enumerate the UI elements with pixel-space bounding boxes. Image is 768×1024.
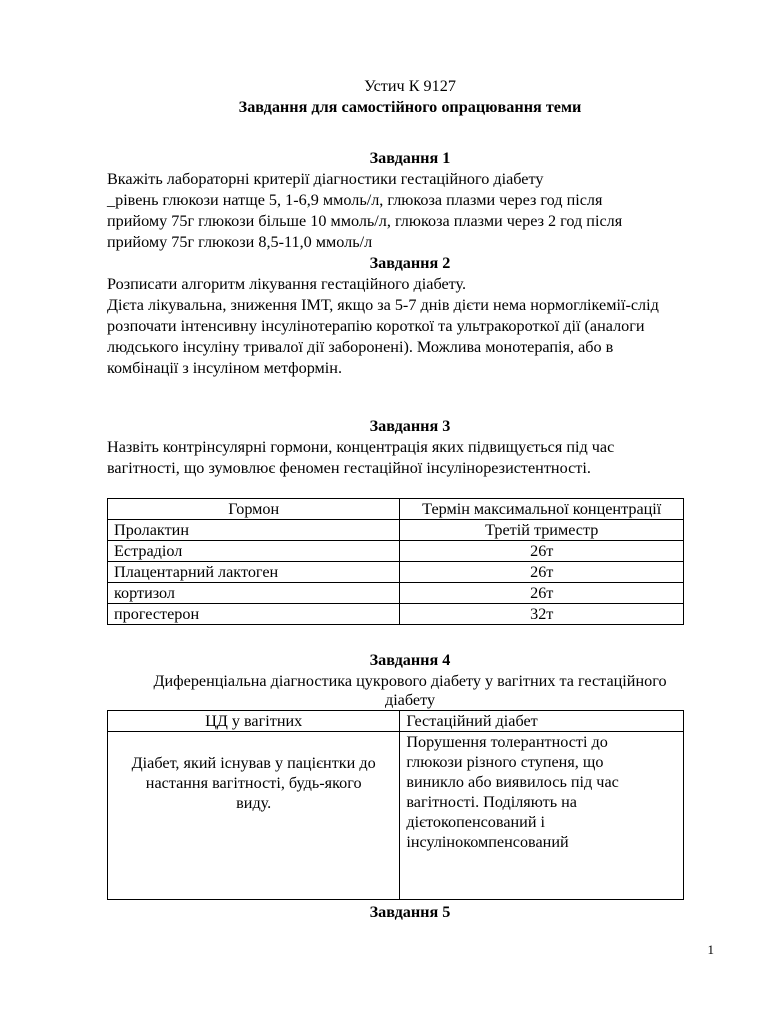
page-number: 1 bbox=[707, 942, 714, 957]
task2-heading: Завдання 2 bbox=[369, 254, 451, 272]
hormone-cell: прогестерон bbox=[108, 604, 400, 625]
table-header-cell: Гестаційний діабет bbox=[400, 711, 684, 732]
table-header-row bbox=[108, 711, 684, 732]
cell-line: виду. bbox=[236, 794, 272, 812]
hormone-cell: Плацентарний лактоген bbox=[108, 562, 400, 583]
table-row bbox=[108, 732, 684, 900]
cell-line: глюкози різного ступеня, що bbox=[406, 753, 604, 771]
table-row bbox=[108, 562, 684, 583]
table-row bbox=[108, 541, 684, 562]
table-row bbox=[108, 604, 684, 625]
table-header-cell: ЦД у вагітних bbox=[108, 711, 400, 732]
diff-diagnosis-table bbox=[107, 710, 684, 900]
term-cell: 26т bbox=[400, 541, 684, 562]
term-cell: 26т bbox=[400, 562, 684, 583]
task2-question: Розписати алгоритм лікування гестаційного діабету. bbox=[107, 275, 467, 293]
hormone-cell: кортизол bbox=[108, 583, 400, 604]
task1-answer-line: _рівень глюкози натще 5, 1-6,9 ммоль/л, глюкоза плазми через год після bbox=[107, 191, 603, 209]
task5-heading: Завдання 5 bbox=[369, 903, 451, 921]
task3-question-line: Назвіть контрінсулярні гормони, концентрація яких підвищується під час bbox=[107, 438, 615, 456]
term-cell: Третій триместр bbox=[400, 520, 684, 541]
task2-answer-line: людського інсуліну тривалої дії заборонені). Можлива монотерапія, або в bbox=[107, 338, 614, 356]
task1-answer-line: прийому 75г глюкози 8,5-11,0 ммоль/л bbox=[107, 233, 373, 251]
cell-line: настання вагітності, будь-якого bbox=[145, 774, 362, 792]
cell-line: виникло або виявилось під час bbox=[406, 773, 619, 791]
term-cell: 26т bbox=[400, 583, 684, 604]
task2-answer-line: комбінації з інсуліном метформін. bbox=[107, 359, 343, 377]
table-header-row bbox=[108, 499, 684, 520]
hormone-cell: Пролактин bbox=[108, 520, 400, 541]
pregestational-diabetes-cell bbox=[108, 732, 400, 900]
gestational-diabetes-cell bbox=[400, 732, 684, 900]
task1-answer-line: прийому 75г глюкози більше 10 ммоль/л, глюкоза плазми через 2 год після bbox=[107, 212, 623, 230]
table-row bbox=[108, 583, 684, 604]
table-header-cell: Гормон bbox=[108, 499, 400, 520]
table-header-cell: Термін максимальної концентрації bbox=[400, 499, 684, 520]
task4-question-line: Диференціальна діагностика цукрового діабету у вагітних та гестаційного bbox=[153, 672, 667, 690]
cell-line: Діабет, який існував у пацієнтки до bbox=[131, 754, 376, 772]
cell-line: дієтокопенсований і bbox=[406, 813, 546, 831]
cell-line: Порушення толерантності до bbox=[406, 733, 608, 751]
author-line: Устич К 9127 bbox=[364, 77, 456, 95]
cell-line: інсулінокомпенсований bbox=[406, 833, 569, 851]
task1-heading: Завдання 1 bbox=[369, 149, 451, 167]
hormones-table bbox=[107, 498, 684, 625]
task2-answer-line: Дієта лікувальна, зниження ІМТ, якщо за 5-7 днів дієти нема нормоглікемії-слід bbox=[107, 296, 659, 314]
task2-answer-line: розпочати інтенсивну інсулінотерапію короткої та ультракороткої дії (аналоги bbox=[107, 317, 645, 335]
task3-heading: Завдання 3 bbox=[369, 417, 451, 435]
task3-question-line: вагітності, що зумовлює феномен гестаційної інсулінорезистентності. bbox=[107, 459, 591, 477]
table-row bbox=[108, 520, 684, 541]
term-cell: 32т bbox=[400, 604, 684, 625]
task4-heading: Завдання 4 bbox=[369, 651, 451, 669]
task1-question: Вкажіть лабораторні критерії діагностики гестаційного діабету bbox=[107, 170, 544, 188]
task4-question-line: діабету bbox=[384, 691, 436, 709]
page-title: Завдання для самостійного опрацювання теми bbox=[238, 98, 582, 116]
cell-line: вагітності. Поділяють на bbox=[406, 793, 577, 811]
hormone-cell: Естрадіол bbox=[108, 541, 400, 562]
